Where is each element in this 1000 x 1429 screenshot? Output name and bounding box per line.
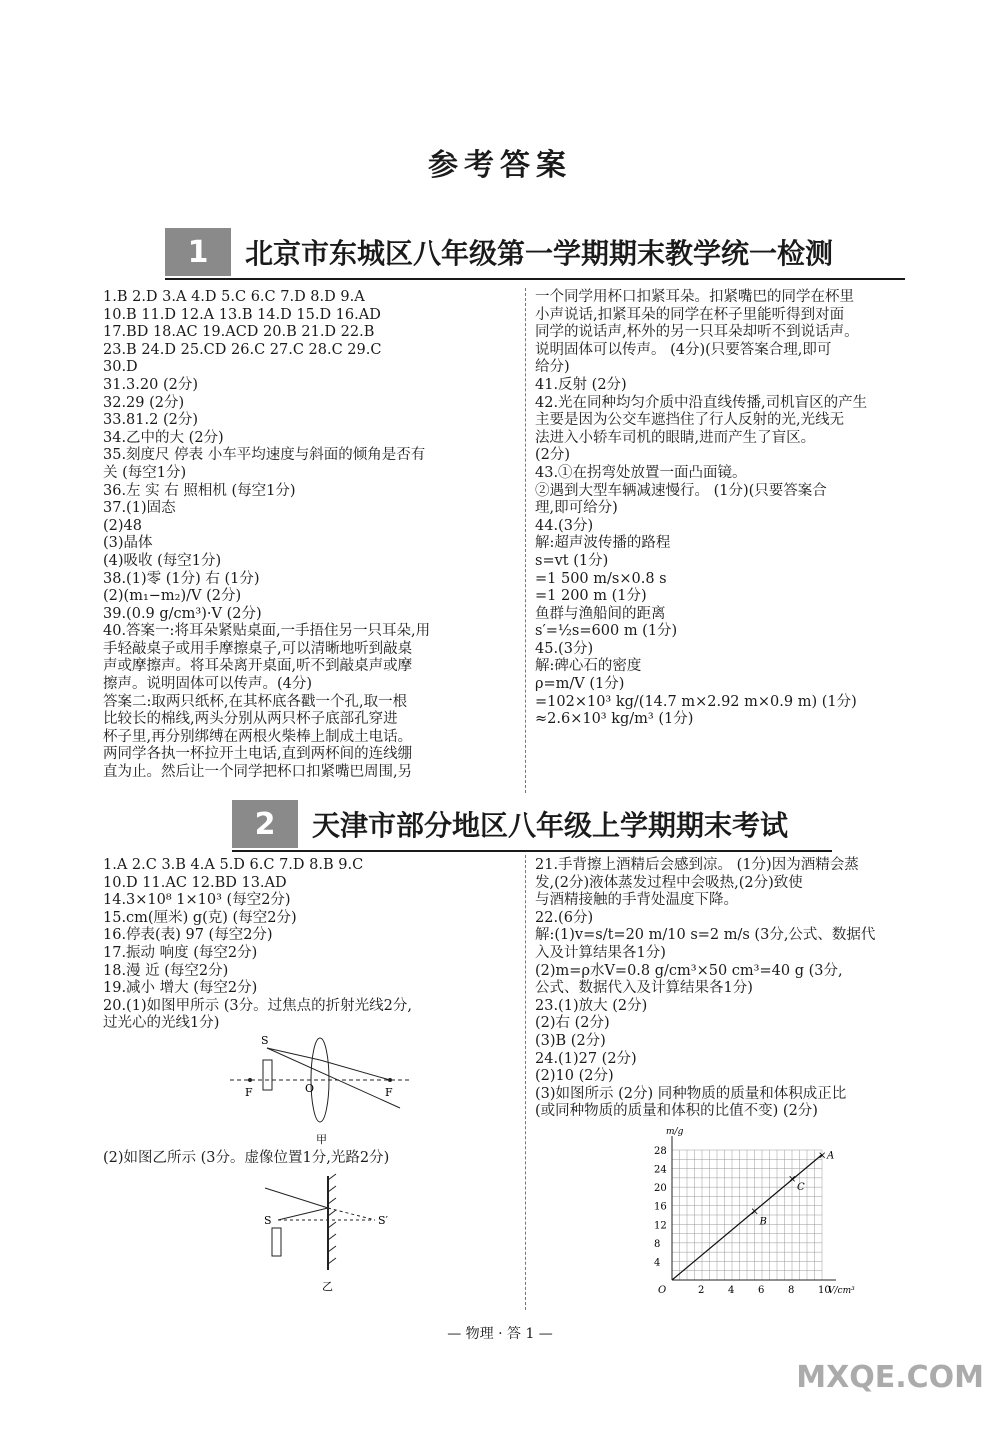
answer-line: s′=½s=600 m (1分): [535, 623, 678, 640]
answer-line: 同学的说话声,杯外的另一只耳朵却听不到说话声。: [535, 324, 859, 341]
answer-line: (3)如图所示 (2分) 同种物质的质量和体积成正比: [535, 1085, 847, 1102]
section-1-right-column: [535, 289, 965, 729]
answer-line: 43.①在拐弯处放置一面凸面镜。: [535, 464, 747, 481]
answer-line: 1.B 2.D 3.A 4.D 5.C 6.C 7.D 8.D 9.A: [103, 289, 365, 305]
section-2-rule: [232, 850, 832, 852]
column-divider-2: [525, 855, 526, 1310]
column-divider: [525, 288, 526, 793]
answer-line: (2)(m₁−m₂)/V (2分): [103, 588, 242, 605]
answer-line: 发,(2分)液体蒸发过程中会吸热,(2分)致使: [535, 874, 803, 891]
section-1-banner: [165, 228, 833, 276]
answer-line: 42.光在同种均匀介质中沿直线传播,司机盲区的产生: [535, 394, 868, 411]
section-2-left-column-b: [103, 1150, 523, 1168]
answer-line: 比较长的棉线,两头分别从两只杯子底部孔穿进: [103, 711, 398, 728]
answer-line: 鱼群与渔船间的距离: [535, 605, 666, 622]
section-2-right-column: [535, 857, 965, 1121]
answer-line: 解:碑心石的密度: [535, 658, 642, 675]
answer-line: 主要是因为公交车遮挡住了行人反射的光,光线无: [535, 412, 845, 429]
answer-line: =1 200 m (1分): [535, 588, 647, 605]
page-title: 参考答案: [428, 148, 572, 183]
section-2-left-column: [103, 857, 523, 1033]
answer-line: 15.cm(厘米) g(克) (每空2分): [103, 909, 297, 926]
fig-jia-label-f1: F: [245, 1086, 253, 1099]
answer-line: 30.D: [103, 359, 138, 376]
section-2-number: 2: [232, 800, 298, 848]
answer-line: 23.(1)放大 (2分): [535, 997, 648, 1014]
answer-line: 45.(3分): [535, 640, 594, 657]
answer-line: 声或摩擦声。将耳朵离开桌面,听不到敲桌声或摩: [103, 658, 413, 675]
fig-yi-label-s-prime: S′: [378, 1214, 389, 1227]
fig-yi-label-s: S: [264, 1214, 272, 1227]
answer-line: 16.停表(表) 97 (每空2分): [103, 927, 273, 944]
answer-line: 19.减小 增大 (每空2分): [103, 980, 258, 997]
answer-line: 解:超声波传播的路程: [535, 535, 671, 552]
answer-line: 答案二:取两只纸杯,在其杯底各戳一个孔,取一根: [103, 693, 408, 710]
answer-line: 34.乙中的大 (2分): [103, 429, 224, 446]
x-tick-label: 4: [728, 1285, 735, 1296]
answer-line: 理,即可给分): [535, 500, 618, 517]
answer-line: 一个同学用杯口扣紧耳朵。扣紧嘴巴的同学在杯里: [535, 289, 854, 305]
answer-line: 说明固体可以传声。 (4分)(只要答案合理,即可: [535, 341, 832, 358]
watermark: MXQE.COM: [796, 1360, 984, 1395]
answer-line: 36.左 实 右 照相机 (每空1分): [103, 482, 296, 499]
page-footer: — 物理 · 答 1 —: [447, 1326, 553, 1342]
answer-line: 40.答案一:将耳朵紧贴桌面,一手捂住另一只耳朵,用: [103, 623, 431, 640]
answer-line: 手轻敲桌子或用手摩擦桌子,可以清晰地听到敲桌: [103, 640, 413, 657]
answer-line: 24.(1)27 (2分): [535, 1050, 637, 1067]
answer-line: 擦声。说明固体可以传声。(4分): [103, 676, 313, 693]
answer-line: 20.(1)如图甲所示 (3分。过焦点的折射光线2分,: [103, 997, 412, 1014]
section-1-left-column: [103, 289, 523, 782]
answer-line: 公式、数据代入及计算结果各1分): [535, 980, 753, 997]
answer-line: 与酒精接触的手背处温度下降。: [535, 892, 738, 909]
fig-jia-label-s: S: [261, 1034, 269, 1047]
answer-line: 直为止。然后让一个同学把杯口扣紧嘴巴周围,另: [103, 764, 413, 781]
answer-line: 18.漫 近 (每空2分): [103, 962, 229, 979]
fig-jia-label-f2: F: [385, 1086, 393, 1099]
answer-line: 32.29 (2分): [103, 394, 185, 411]
answer-line: 21.手背擦上酒精后会感到凉。 (1分)因为酒精会蒸: [535, 857, 859, 873]
y-tick-label: 20: [654, 1183, 667, 1195]
answer-line: 10.B 11.D 12.A 13.B 14.D 15.D 16.AD: [103, 306, 381, 323]
answer-line: 杯子里,再分别绑缚在两根火柴棒上制成土电话。: [103, 728, 413, 745]
answer-line: 38.(1)零 (1分) 右 (1分): [103, 570, 260, 587]
fig-jia-caption: 甲: [316, 1133, 327, 1146]
section-1-title: 北京市东城区八年级第一学期期末教学统一检测: [245, 237, 834, 270]
answer-line: (2)10 (2分): [535, 1068, 614, 1085]
answer-line: 10.D 11.AC 12.BD 13.AD: [103, 874, 287, 891]
fig-yi-caption: 乙: [322, 1280, 333, 1293]
answer-line: 39.(0.9 g/cm³)·V (2分): [103, 605, 262, 622]
answer-line: 小声说话,扣紧耳朵的同学在杯子里能听得到对面: [535, 306, 845, 323]
y-tick-label: 12: [654, 1220, 667, 1232]
answer-line: (3)B (2分): [535, 1032, 606, 1049]
data-point-marker: ×: [818, 1150, 827, 1162]
answer-line: 入及计算结果各1分): [535, 944, 666, 961]
data-point-marker: ×: [750, 1206, 759, 1218]
section-2-banner: [232, 800, 788, 848]
data-point-label: B: [759, 1216, 767, 1228]
section-2-title: 天津市部分地区八年级上学期期末考试: [312, 809, 789, 842]
data-point-marker: ×: [788, 1173, 797, 1185]
answer-line: 17.振动 响度 (每空2分): [103, 944, 258, 961]
x-tick-label: 2: [698, 1285, 705, 1296]
y-tick-label: 4: [654, 1257, 661, 1269]
answer-line: 过光心的光线1分): [103, 1015, 220, 1032]
mass-volume-chart: [650, 1127, 870, 1296]
answer-line: 法进入小轿车司机的眼睛,进而产生了盲区。: [535, 429, 816, 446]
data-point-label: A: [827, 1150, 835, 1162]
answer-line: 关 (每空1分): [103, 464, 187, 481]
answer-line: 23.B 24.D 25.CD 26.C 27.C 28.C 29.C: [103, 341, 382, 358]
answer-line: (2)m=ρ水V=0.8 g/cm³×50 cm³=40 g (3分,: [535, 962, 843, 979]
x-tick-label: 6: [758, 1285, 765, 1296]
answer-line: 给分): [535, 359, 570, 376]
origin-label: O: [658, 1285, 667, 1296]
answer-line: (4)吸收 (每空1分): [103, 552, 222, 569]
answer-line: (2)右 (2分): [535, 1015, 610, 1032]
answer-line: 31.3.20 (2分): [103, 376, 198, 393]
answer-line: 17.BD 18.AC 19.ACD 20.B 21.D 22.B: [103, 324, 375, 341]
answer-line: =1 500 m/s×0.8 s: [535, 570, 667, 587]
answer-line: 35.刻度尺 停表 小车平均速度与斜面的倾角是否有: [103, 447, 426, 464]
y-tick-label: 28: [654, 1146, 667, 1157]
fig-jia-label-o: O: [305, 1082, 315, 1095]
answer-line: =102×10³ kg/(14.7 m×2.92 m×0.9 m) (1分): [535, 693, 857, 710]
y-tick-label: 16: [654, 1201, 667, 1213]
answer-line: (或同种物质的质量和体积的比值不变) (2分): [535, 1103, 818, 1120]
section-1-rule: [165, 278, 905, 280]
answer-line: 22.(6分): [535, 909, 594, 926]
data-point-label: C: [797, 1181, 805, 1193]
y-tick-label: 8: [654, 1238, 661, 1250]
x-tick-label: 10: [818, 1285, 831, 1296]
answer-line: 两同学各执一杯拉开土电话,直到两杯间的连线绷: [103, 746, 413, 763]
answer-line: ≈2.6×10³ kg/m³ (1分): [535, 711, 694, 728]
x-tick-label: 8: [788, 1285, 795, 1296]
answer-line: 14.3×10⁸ 1×10³ (每空2分): [103, 892, 291, 909]
answer-line: 解:(1)v=s/t=20 m/10 s=2 m/s (3分,公式、数据代: [535, 927, 876, 944]
answer-line: 33.81.2 (2分): [103, 412, 198, 429]
y-tick-label: 24: [654, 1164, 667, 1176]
answer-line: (2分): [535, 447, 571, 464]
figure-yi-mirror-diagram: [250, 1168, 410, 1298]
section-1-number: 1: [165, 228, 231, 276]
answer-line: (2)48: [103, 517, 142, 534]
answer-line: 1.A 2.C 3.B 4.A 5.D 6.C 7.D 8.B 9.C: [103, 857, 364, 873]
answer-line: 37.(1)固态: [103, 500, 176, 517]
y-axis-label: m/g: [666, 1127, 684, 1137]
x-axis-label: V/cm³: [828, 1286, 855, 1296]
figure-jia-lens-diagram: [225, 1030, 415, 1150]
answer-line: (3)晶体: [103, 535, 153, 552]
answer-line: 41.反射 (2分): [535, 376, 627, 393]
answer-line: 44.(3分): [535, 517, 594, 534]
answer-line: (2)如图乙所示 (3分。虚像位置1分,光路2分): [103, 1150, 390, 1166]
answer-line: ②遇到大型车辆减速慢行。 (1分)(只要答案合: [535, 482, 827, 499]
answer-line: ρ=m/V (1分): [535, 676, 625, 693]
answer-line: s=vt (1分): [535, 552, 609, 569]
